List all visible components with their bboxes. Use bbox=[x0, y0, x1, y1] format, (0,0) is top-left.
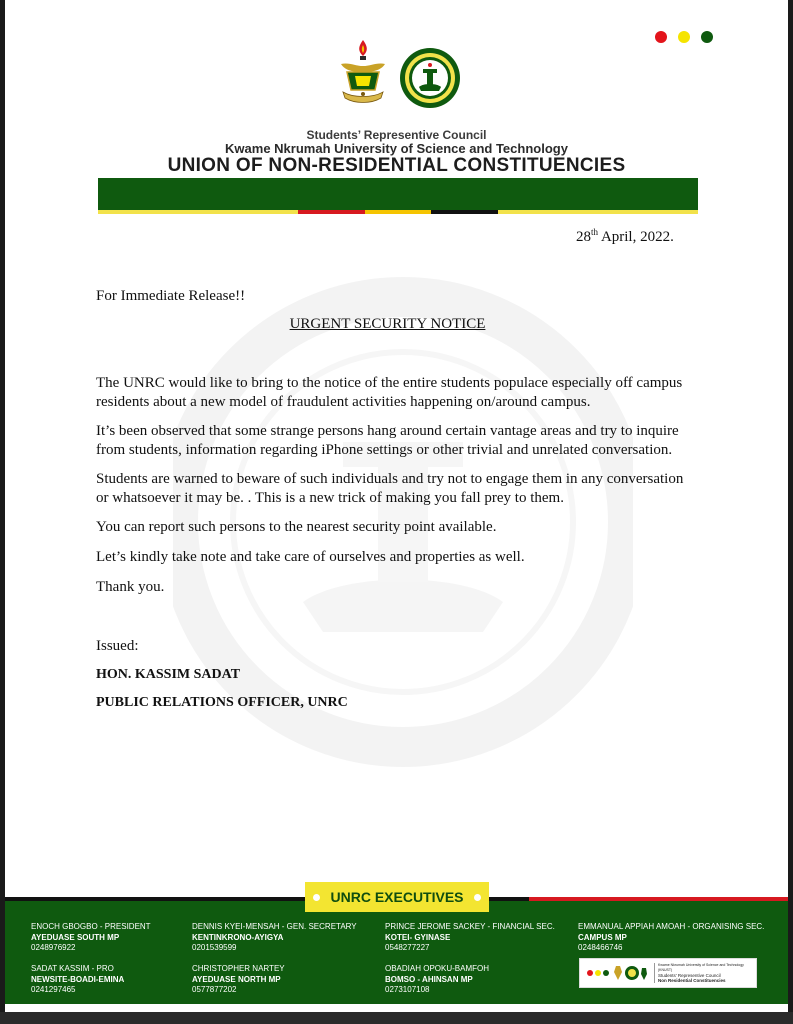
page-bottom-edge bbox=[0, 1012, 793, 1024]
paragraph: The UNRC would like to bring to the notice of the entire students populace especially off campus residents about a new model of fraudulent activities happening on/around campus. bbox=[96, 375, 683, 410]
signer-name: HON. KASSIM SADAT bbox=[96, 667, 241, 682]
executive-entry: SADAT KASSIM - PRO NEWSITE-BOADI-EMINA 0241297465 bbox=[31, 964, 125, 994]
card-line: Students' Representive Council bbox=[658, 973, 721, 978]
executive-entry: ENOCH GBOGBO - PRESIDENT AYEDUASE SOUTH MP 0248976922 bbox=[31, 922, 151, 952]
paragraph: It’s been observed that some strange persons hang around certain vantage areas and try to inquire from students, information regarding iPhone settings or other trivial and unrelated conversation. bbox=[96, 423, 679, 458]
card-line: Non Residential Constituencies bbox=[658, 978, 726, 983]
notice-title: URGENT SECURITY NOTICE bbox=[289, 316, 486, 332]
bullet-icon bbox=[474, 894, 481, 901]
executive-entry: DENNIS KYEI-MENSAH - GEN. SECRETARY KENTINKRONO-AYIGYA 0201539599 bbox=[192, 922, 357, 952]
letter-date: 28th April, 2022. bbox=[576, 227, 674, 245]
tricolor-accent bbox=[298, 210, 498, 214]
mini-logos-icon bbox=[584, 960, 650, 986]
paragraph: Students are warned to beware of such individuals and try not to engage them in any conversation or whatsoever it may be. . This is a new trick of making you fall prey to them. bbox=[96, 471, 684, 506]
paragraph: Let’s kindly take note and take care of ourselves and properties as well. bbox=[96, 549, 525, 565]
paragraph: You can report such persons to the nearest security point available. bbox=[96, 519, 497, 535]
council-name: Students’ Representive Council bbox=[306, 128, 487, 142]
card-line: Kwame Nkrumah University of Science and Technology (KNUST) bbox=[658, 963, 744, 972]
red-dot bbox=[655, 31, 667, 43]
yellow-dot bbox=[678, 31, 690, 43]
executives-title: UNRC EXECUTIVES bbox=[305, 882, 489, 912]
issued-label: Issued: bbox=[96, 638, 139, 654]
brand-dots bbox=[655, 31, 713, 43]
university-name: Kwame Nkrumah University of Science and Technology bbox=[225, 141, 568, 156]
letterhead-mini-card bbox=[579, 958, 757, 988]
unrc-seal-icon bbox=[399, 47, 461, 109]
executive-entry: EMMANUAL APPIAH AMOAH - ORGANISING SEC. CAMPUS MP 0248466746 bbox=[578, 922, 765, 952]
executive-entry: OBADIAH OPOKU-BAMFOH BOMSO - AHINSAN MP 0273107108 bbox=[385, 964, 490, 994]
union-name: UNION OF NON-RESIDENTIAL CONSTITUENCIES bbox=[167, 155, 626, 176]
letterhead-page bbox=[5, 0, 788, 1012]
executive-entry: PRINCE JEROME SACKEY - FINANCIAL SEC. KOTEI- GYINASE 0548277227 bbox=[385, 922, 555, 952]
signer-role: PUBLIC RELATIONS OFFICER, UNRC bbox=[96, 695, 348, 710]
bullet-icon bbox=[313, 894, 320, 901]
executive-entry: CHRISTOPHER NARTEY AYEDUASE NORTH MP 0577877202 bbox=[192, 964, 285, 994]
green-banner bbox=[98, 178, 698, 210]
knust-crest-icon bbox=[335, 38, 391, 108]
closing-line: Thank you. bbox=[96, 579, 165, 595]
release-label: For Immediate Release!! bbox=[96, 288, 246, 304]
green-dot bbox=[701, 31, 713, 43]
